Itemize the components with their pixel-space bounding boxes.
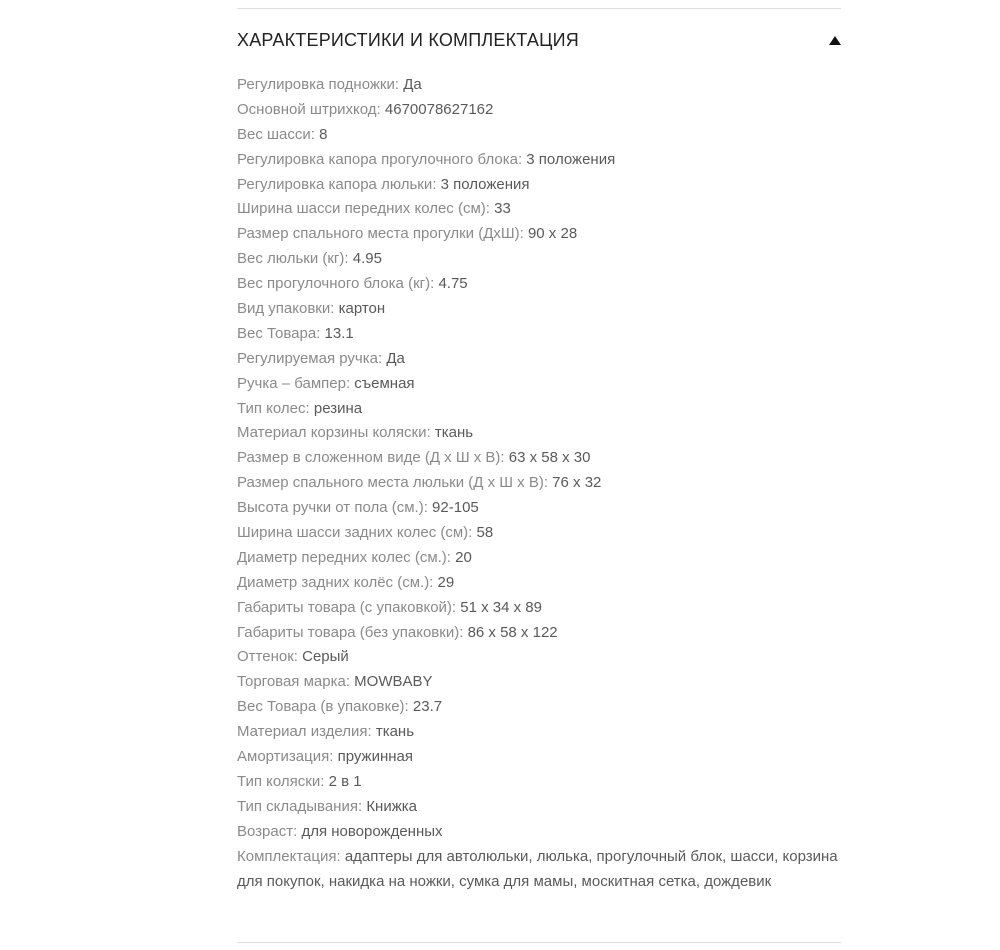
spec-row (237, 621, 841, 646)
spec-row (237, 173, 841, 198)
spec-value: ткань (375, 723, 415, 741)
spec-label: Ручка – бампер: (237, 374, 351, 392)
spec-row (237, 645, 841, 670)
spec-label: Тип коляски: (237, 772, 325, 790)
spec-value: 90 x 28 (527, 225, 578, 243)
spec-value: 4.95 (352, 250, 382, 268)
spec-row (237, 670, 841, 695)
spec-value: MOWBABY (354, 673, 433, 691)
spec-label: Амортизация: (237, 748, 334, 766)
spec-row (237, 596, 841, 621)
spec-row (237, 770, 841, 795)
spec-row (237, 73, 841, 98)
spec-label: Комплектация: (237, 847, 341, 865)
spec-row (237, 471, 841, 496)
spec-label: Ширина шасси задних колес (см): (237, 524, 473, 542)
spec-label: Регулировка подножки: (237, 76, 400, 93)
spec-label: Вид упаковки: (237, 300, 335, 318)
spec-value: 58 (476, 524, 494, 542)
spec-value: 2 в 1 (328, 772, 362, 790)
top-divider (237, 8, 841, 9)
spec-label: Возраст: (237, 822, 298, 840)
spec-label: Габариты товара (без упаковки): (237, 623, 464, 641)
triangle-up-icon[interactable] (829, 36, 841, 45)
spec-row (237, 347, 841, 372)
spec-label: Вес Товара: (237, 324, 321, 342)
spec-value: резина (313, 399, 363, 417)
spec-row (237, 247, 841, 272)
spec-label: Ширина шасси передних колес (см): (237, 200, 490, 218)
spec-label: Вес прогулочного блока (кг): (237, 275, 435, 293)
spec-label: Регулировка капора прогулочного блока: (237, 150, 523, 168)
spec-value: Да (386, 349, 405, 367)
spec-row (237, 720, 841, 745)
spec-value: 51 х 34 х 89 (460, 598, 542, 616)
bottom-divider (237, 942, 841, 943)
spec-value: 3 положения (440, 175, 530, 193)
spec-value: 3 положения (526, 150, 616, 168)
spec-label: Размер в сложенном виде (Д х Ш х В): (237, 449, 505, 467)
spec-value: съемная (354, 374, 415, 392)
spec-row (237, 98, 841, 123)
spec-row (237, 222, 841, 247)
spec-row (237, 148, 841, 173)
section-title: ХАРАКТЕРИСТИКИ И КОМПЛЕКТАЦИЯ (237, 30, 579, 50)
spec-label: Вес люльки (кг): (237, 250, 349, 268)
spec-label: Размер спального места прогулки (ДхШ): (237, 225, 524, 243)
spec-row (237, 571, 841, 596)
spec-row (237, 322, 841, 347)
spec-row (237, 397, 841, 422)
spec-value: 4.75 (438, 275, 468, 293)
spec-label: Высота ручки от пола (см.): (237, 499, 428, 517)
spec-label: Вес шасси: (237, 125, 315, 143)
spec-row (237, 421, 841, 446)
spec-label: Материал изделия: (237, 723, 372, 741)
spec-value: для новорожденных (301, 822, 443, 840)
spec-value: 92-105 (432, 499, 479, 517)
spec-row (237, 197, 841, 222)
spec-row (237, 695, 841, 720)
spec-label: Регулировка капора люльки: (237, 175, 437, 193)
spec-row (237, 297, 841, 322)
spec-value: ткань (434, 424, 474, 442)
spec-value: адаптеры для автолюльки, люлька, прогулочный блок, шасси, корзина для покупок, накидка на ножки, сумка для мамы, москитная сетка, дождевик (237, 847, 838, 890)
spec-label: Материал корзины коляски: (237, 424, 431, 442)
spec-label: Тип складывания: (237, 797, 363, 815)
spec-label: Торговая марка: (237, 673, 350, 691)
spec-value: Серый (302, 648, 349, 666)
spec-label: Оттенок: (237, 648, 298, 666)
spec-value: 86 х 58 х 122 (467, 623, 558, 641)
spec-row (237, 496, 841, 521)
spec-row-contents (237, 845, 841, 895)
spec-label: Вес Товара (в упаковке): (237, 698, 409, 716)
spec-value: картон (338, 300, 386, 318)
spec-row (237, 521, 841, 546)
specifications-accordion-header[interactable] (237, 26, 841, 56)
spec-value: 13.1 (324, 324, 354, 342)
spec-value: 33 (494, 200, 511, 218)
spec-row (237, 372, 841, 397)
spec-label: Тип колес: (237, 399, 310, 417)
spec-label: Размер спального места люльки (Д х Ш х В): (237, 474, 548, 492)
spec-value: 4670078627162 (384, 100, 494, 118)
spec-label: Основной штрихкод: (237, 100, 381, 118)
spec-value: 23.7 (412, 698, 443, 716)
spec-row (237, 795, 841, 820)
spec-row (237, 272, 841, 297)
spec-row (237, 745, 841, 770)
spec-row (237, 123, 841, 148)
spec-value: Книжка (366, 797, 417, 815)
spec-value: 8 (319, 125, 328, 143)
spec-label: Диаметр задних колёс (см.): (237, 573, 434, 591)
spec-value: 63 х 58 х 30 (508, 449, 591, 467)
spec-label: Диаметр передних колес (см.): (237, 548, 451, 566)
spec-row (237, 820, 841, 845)
spec-value: 20 (455, 548, 472, 566)
spec-value: Да (403, 76, 422, 93)
spec-label: Габариты товара (с упаковкой): (237, 598, 457, 616)
spec-label: Регулируемая ручка: (237, 349, 383, 367)
spec-value: пружинная (337, 748, 413, 766)
spec-row (237, 446, 841, 471)
spec-row (237, 546, 841, 571)
spec-value: 76 х 32 (552, 474, 602, 492)
specifications-panel (237, 0, 841, 950)
spec-value: 29 (437, 573, 455, 591)
specifications-list (237, 73, 841, 894)
